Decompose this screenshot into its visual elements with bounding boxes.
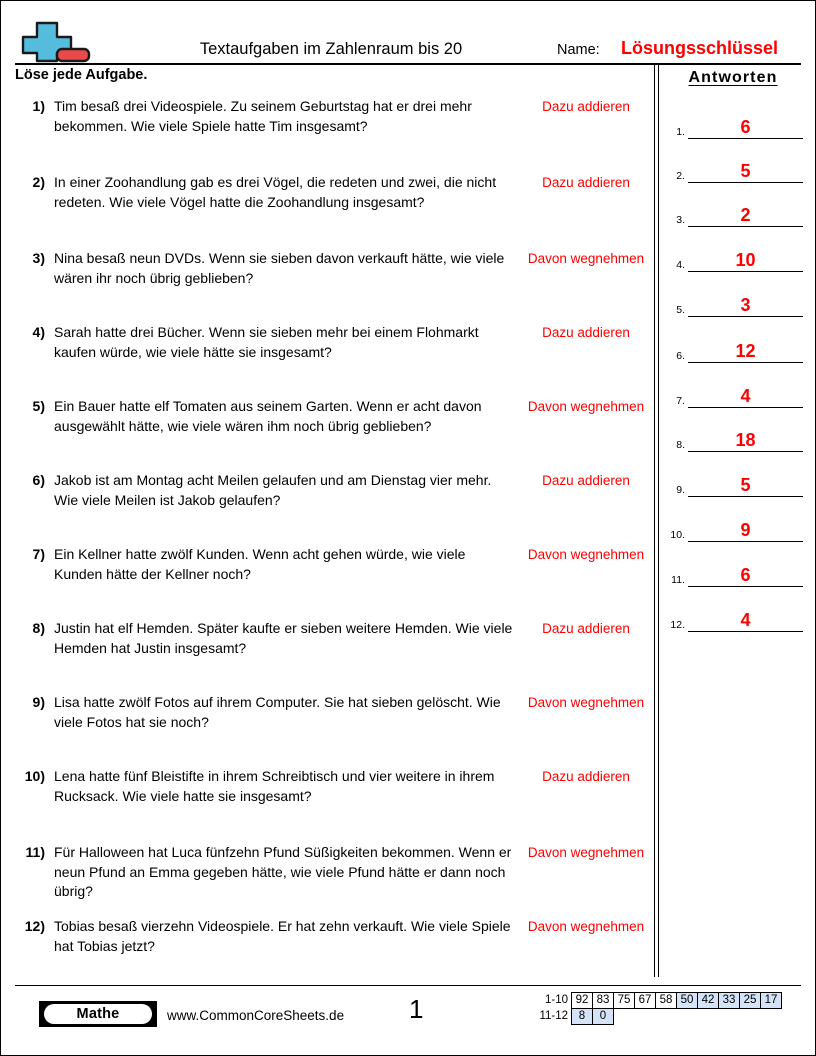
problem-text: Lena hatte fünf Bleistifte in ihrem Schreibtisch und vier weitere in ihrem Rucksack. Wie viele hatte sie insgesamt? bbox=[54, 768, 495, 804]
brand-badge bbox=[39, 1001, 157, 1027]
problem-number: 12) bbox=[24, 918, 45, 934]
problem-item bbox=[15, 619, 651, 658]
problem-text: Tobias besaß vierzehn Videospiele. Er hat zehn verkauft. Wie viele Spiele hat Tobias jetzt? bbox=[54, 918, 511, 954]
answer-item[interactable] bbox=[663, 337, 803, 363]
answer-blank-line[interactable] bbox=[688, 245, 803, 272]
answer-number-label: 11. bbox=[671, 574, 685, 586]
page-title: Textaufgaben im Zahlenraum bis 20 bbox=[199, 40, 463, 58]
answer-blank-line[interactable] bbox=[688, 605, 803, 632]
answer-number-label: 5. bbox=[676, 304, 685, 316]
answer-blank-line[interactable] bbox=[688, 560, 803, 587]
answer-item[interactable] bbox=[663, 516, 803, 542]
answer-value: 4 bbox=[740, 610, 751, 630]
grading-scale-cell: 0 bbox=[592, 1008, 614, 1025]
answer-value: 2 bbox=[740, 205, 751, 225]
problem-number: 8) bbox=[32, 620, 45, 636]
answer-item[interactable] bbox=[663, 561, 803, 587]
answer-number-label: 3. bbox=[676, 214, 685, 226]
problem-text: Justin hat elf Hemden. Später kaufte er sieben weitere Hemden. Wie viele Hemden hat Justin insgesamt? bbox=[54, 620, 513, 656]
grading-scale-cell: 75 bbox=[613, 992, 635, 1009]
problem-number: 3) bbox=[32, 250, 45, 266]
grading-scale-cell: 33 bbox=[718, 992, 740, 1009]
answer-key-badge: Lösungsschlüssel bbox=[621, 38, 779, 58]
problem-operation-hint: Dazu addieren bbox=[542, 99, 630, 114]
answer-blank-line[interactable] bbox=[688, 112, 803, 139]
answer-number-label: 8. bbox=[676, 439, 685, 451]
answer-number-label: 7. bbox=[676, 395, 685, 407]
answer-item[interactable] bbox=[663, 291, 803, 317]
answer-list bbox=[663, 90, 803, 670]
answer-item[interactable] bbox=[663, 246, 803, 272]
problem-text: In einer Zoohandlung gab es drei Vögel, die redeten und zwei, die nicht redeten. Wie viele Vögel hatte die Zoohandlung insgesamt? bbox=[54, 174, 497, 210]
problem-operation-hint: Dazu addieren bbox=[542, 473, 630, 488]
problem-text: Jakob ist am Montag acht Meilen gelaufen und am Dienstag vier mehr. Wie viele Meilen ist Jakob gelaufen? bbox=[54, 472, 492, 508]
problem-number: 7) bbox=[32, 546, 45, 562]
problem-operation-hint: Davon wegnehmen bbox=[527, 695, 645, 710]
problem-text: Nina besaß neun DVDs. Wenn sie sieben davon verkauft hätte, wie viele wären ihr noch übrig geblieben? bbox=[54, 250, 505, 286]
answer-number-label: 10. bbox=[670, 529, 685, 541]
name-label: Name: bbox=[557, 42, 600, 58]
brand-label: Mathe bbox=[44, 1004, 152, 1024]
page-header bbox=[1, 1, 815, 63]
answer-number-label: 6. bbox=[676, 350, 685, 362]
problem-number: 6) bbox=[32, 472, 45, 488]
answer-value: 6 bbox=[740, 565, 751, 585]
page-number: 1 bbox=[409, 994, 424, 1024]
problem-text: Lisa hatte zwölf Fotos auf ihrem Computer. Sie hat sieben gelöscht. Wie viele Fotos hat sie noch? bbox=[54, 694, 501, 730]
problem-list bbox=[15, 91, 651, 971]
problem-item bbox=[15, 249, 651, 288]
answer-number-label: 9. bbox=[676, 484, 685, 496]
problem-item bbox=[15, 397, 651, 436]
answer-blank-line[interactable] bbox=[688, 156, 803, 183]
header-divider-rule bbox=[15, 63, 801, 65]
problem-operation-hint: Davon wegnehmen bbox=[527, 251, 645, 266]
grading-scale-cell: 50 bbox=[676, 992, 698, 1009]
footer-divider-rule bbox=[15, 985, 801, 986]
answer-item[interactable] bbox=[663, 157, 803, 183]
problem-item bbox=[15, 843, 651, 902]
problem-text: Tim besaß drei Videospiele. Zu seinem Geburtstag hat er drei mehr bekommen. Wie viele Spiele hatte Tim insgesamt? bbox=[54, 98, 472, 134]
answer-blank-line[interactable] bbox=[688, 470, 803, 497]
answer-value: 18 bbox=[735, 430, 756, 450]
answer-value: 3 bbox=[740, 295, 751, 315]
problem-item bbox=[15, 173, 651, 212]
answer-column bbox=[663, 67, 803, 670]
problem-item bbox=[15, 323, 651, 362]
problem-item bbox=[15, 767, 651, 806]
grading-scale-cell: 83 bbox=[592, 992, 614, 1009]
answer-number-label: 2. bbox=[676, 170, 685, 182]
grading-scale-range-label: 11-12 bbox=[539, 1010, 568, 1022]
answer-item[interactable] bbox=[663, 201, 803, 227]
grading-scale-cell: 58 bbox=[655, 992, 677, 1009]
instruction-text: Löse jede Aufgabe. bbox=[15, 67, 148, 83]
problem-item bbox=[15, 97, 651, 136]
answer-blank-line[interactable] bbox=[688, 336, 803, 363]
problem-number: 9) bbox=[32, 694, 45, 710]
problem-number: 10) bbox=[24, 768, 45, 784]
answer-blank-line[interactable] bbox=[688, 425, 803, 452]
answer-value: 9 bbox=[740, 520, 751, 540]
problem-item bbox=[15, 545, 651, 584]
problem-operation-hint: Davon wegnehmen bbox=[527, 547, 645, 562]
problem-number: 4) bbox=[32, 324, 45, 340]
answer-value: 6 bbox=[740, 117, 751, 137]
problem-number: 1) bbox=[32, 98, 45, 114]
answer-value: 5 bbox=[740, 161, 751, 181]
answers-heading: Antworten bbox=[688, 69, 778, 86]
grading-scale-cell: 25 bbox=[739, 992, 761, 1009]
plus-minus-icon bbox=[15, 19, 93, 65]
problem-operation-hint: Davon wegnehmen bbox=[527, 919, 645, 934]
problem-text: Für Halloween hat Luca fünfzehn Pfund Süßigkeiten bekommen. Wenn er neun Pfund an Emma gegeben hätte, wie viele Pfund hätte er dann noch übrig? bbox=[54, 844, 512, 899]
answer-item[interactable] bbox=[663, 471, 803, 497]
problem-operation-hint: Davon wegnehmen bbox=[527, 399, 645, 414]
grading-scale-cell: 67 bbox=[634, 992, 656, 1009]
answer-blank-line[interactable] bbox=[688, 290, 803, 317]
answer-number-label: 12. bbox=[670, 619, 685, 631]
answer-blank-line[interactable] bbox=[688, 515, 803, 542]
problem-number: 2) bbox=[32, 174, 45, 190]
problem-text: Sarah hatte drei Bücher. Wenn sie sieben mehr bei einem Flohmarkt kaufen würde, wie viele hätte sie insgesamt? bbox=[54, 324, 479, 360]
problem-operation-hint: Dazu addieren bbox=[542, 621, 630, 636]
grading-scale-row bbox=[532, 1008, 782, 1025]
grading-scale-cell: 17 bbox=[760, 992, 782, 1009]
answer-value: 4 bbox=[740, 386, 751, 406]
grading-scale-table bbox=[532, 992, 782, 1025]
problem-text: Ein Kellner hatte zwölf Kunden. Wenn acht gehen würde, wie viele Kunden hätte der Kellner noch? bbox=[54, 546, 466, 582]
grading-scale-cell: 42 bbox=[697, 992, 719, 1009]
grading-scale-cell: 92 bbox=[571, 992, 593, 1009]
problem-text: Ein Bauer hatte elf Tomaten aus seinem Garten. Wenn er acht davon ausgewählt hätte, wie viele wären ihm noch übrig geblieben? bbox=[54, 398, 482, 434]
problem-operation-hint: Davon wegnehmen bbox=[527, 845, 645, 860]
answer-number-label: 4. bbox=[676, 259, 685, 271]
answer-item[interactable] bbox=[663, 113, 803, 139]
problem-number: 11) bbox=[25, 844, 45, 860]
answer-item[interactable] bbox=[663, 426, 803, 452]
grading-scale-range-label: 1-10 bbox=[544, 994, 568, 1006]
answer-item[interactable] bbox=[663, 382, 803, 408]
answer-number-label: 1. bbox=[676, 126, 685, 138]
grading-scale-cell: 8 bbox=[571, 1008, 593, 1025]
problem-item bbox=[15, 471, 651, 510]
problem-number: 5) bbox=[32, 398, 45, 414]
problem-operation-hint: Dazu addieren bbox=[542, 325, 630, 340]
answer-blank-line[interactable] bbox=[688, 381, 803, 408]
problem-operation-hint: Dazu addieren bbox=[542, 769, 630, 784]
site-url: www.CommonCoreSheets.de bbox=[167, 1008, 345, 1023]
grading-scale-row bbox=[532, 992, 782, 1009]
problem-operation-hint: Dazu addieren bbox=[542, 175, 630, 190]
answer-value: 10 bbox=[735, 250, 756, 270]
answer-item[interactable] bbox=[663, 606, 803, 632]
answer-value: 5 bbox=[740, 475, 751, 495]
column-divider bbox=[654, 63, 660, 977]
answer-value: 12 bbox=[735, 341, 756, 361]
problem-item bbox=[15, 693, 651, 732]
problem-item bbox=[15, 917, 651, 956]
answer-blank-line[interactable] bbox=[688, 200, 803, 227]
